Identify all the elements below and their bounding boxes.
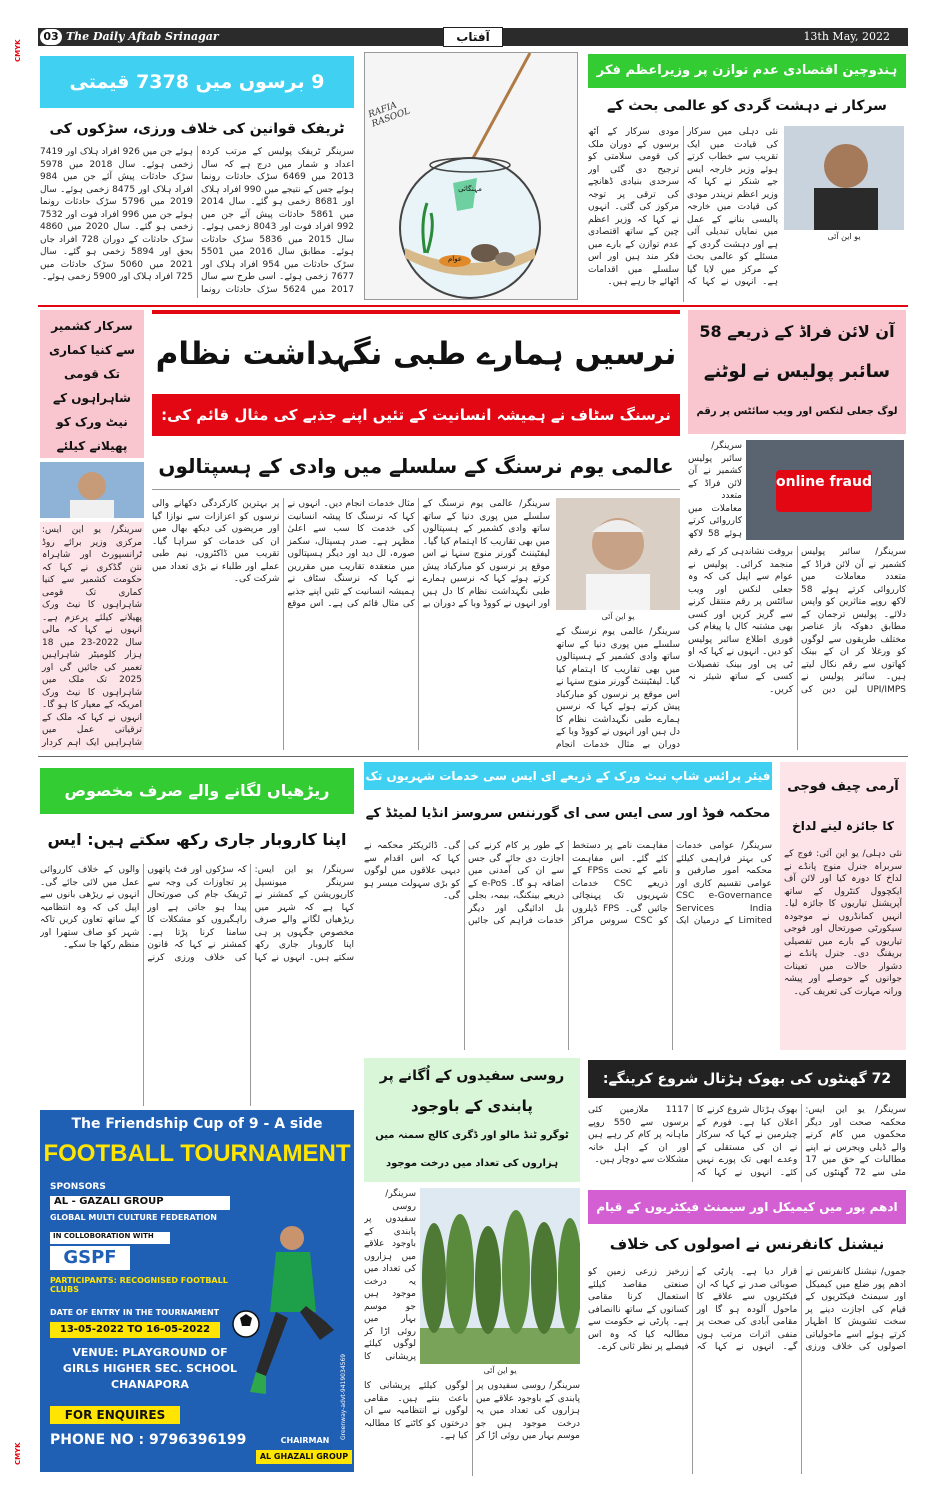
jaishankar-headline: سرکار نے دہشت گردی کو عالمی بحث کے [607, 98, 887, 114]
nursing-photo [556, 498, 680, 610]
advert-venue-2: GIRLS HIGHER SEC. SCHOOL [62, 1362, 238, 1375]
issue-date: 13th May, 2022 [803, 30, 890, 43]
paper-name: The Daily Aftab Srinagar [66, 30, 219, 43]
jaishankar-photo-caption: یو این آئی [827, 232, 861, 241]
section-divider-2 [38, 756, 908, 757]
advert-entry-label: DATE OF ENTRY IN THE TOURNAMENT [50, 1308, 220, 1317]
cartoon-bag-label: مہنگائی [458, 185, 482, 193]
fps-body: سرینگر/ عوامی خدمات کی بہتر فراہمی کیلئے محکمہ امور صارفین و عوامی تقسیم کاری اور CSC e-Governance Services India Limited کے درمیان ایک مفاہمت نامے پر دستخط کئے گئے۔ اس مفاہمت نامے کے تحت FPSs کے ذریعے CSC خدمات شہریوں تک پہنچائی جائیں گی۔ FPS ڈیلروں کو CSC سروس مراکز کے طور پر کام کرنے کی اجازت دی جائے گی جس سے ان کی آمدنی میں اضافہ ہو گا۔ e-PoS کے ذریعے بینکنگ، بیمہ، بجلی بل ادائیگی اور دیگر خدمات فراہم کی جائیں گی۔ ڈائریکٹر محکمہ نے کہا کہ اس اقدام سے دیہی علاقوں میں لوگوں کو بڑی سہولت میسر ہو گی۔ [364, 841, 772, 926]
army-body: نئی دہلی/ یو این آئی: فوج کے سربراہ جنرل منوج پانڈے نے لداخ کا دورہ کیا اور لائن آف ایکچوول کنٹرول کے ساتھ آپریشنل تیاریوں کا جائزہ لیا۔ انہیں کمانڈروں نے موجودہ سیکورٹی صورتحال اور فوجی تیاریوں کے بارے میں تفصیلی بریفنگ دی۔ جنرل پانڈے نے دشوار حالات میں تعینات جوانوں کے حوصلے اور پیشہ ورانہ مہارت کی تعریف کی۔ [784, 849, 902, 997]
nursing-top-rule [152, 310, 680, 314]
nursing-body-left: سرینگر/ عالمی یوم نرسنگ کے سلسلے میں پوری دنیا کے ساتھ ساتھ وادی کشمیر کے ہسپتالوں میں بھی تقاریب کا اہتمام کیا گیا۔ لیفٹیننٹ گورنر منوج سنہا نے اس موقع پر نرسوں کو مبارکباد پیش کرتے ہوئے کہا کہ نرسیں ہمارے طبی نگہداشت نظام کا دل ہیں اور انہوں نے کووڈ وبا کے دوران بے مثال خدمات انجام دیں۔ انہوں نے کہا کہ نرسنگ کا پیشہ انسانیت کی خدمت کا سب سے اعلیٰ مظہر ہے۔ صدر ہسپتال، سکمز صورہ، لل دید اور دیگر ہسپتالوں میں منعقدہ تقاریب میں مقررین نے کہا کہ نرسنگ سٹاف نے ہمیشہ انسانیت کے تئیں اپنے جذبے کی مثال قائم کی ہے۔ اس موقع پر بہترین کارکردگی دکھانے والی نرسوں کو اعزازات سے نوازا گیا اور مریضوں کی دیکھ بھال میں ان کی خدمات کو سراہا گیا۔ تقریب میں ڈاکٹروں، نیم طبی عملے اور طلباء نے بڑی تعداد میں شرکت کی۔ [152, 499, 550, 609]
vendors-kicker: ریڑھیاں لگانے والے صرف مخصوص [40, 768, 354, 814]
advert-phone: PHONE NO : 9796396199 [50, 1432, 247, 1448]
poplar-kicker: روسی سفیدوں کے اُگانے پر [379, 1068, 565, 1084]
nc-headline: نیشنل کانفرنس نے اصولوں کی خلاف [609, 1235, 885, 1253]
poplar-subhead: ٹوگرو ٹنڈ مالو اور ڈگری کالج سمنہ میں [375, 1130, 569, 1141]
traffic-body: سرینگر ٹریفک پولیس کے مرتب کردہ اعداد و شمار میں درج ہے کہ سال 2013 میں 6469 سڑک حادثات رونما ہوئے جس کے نتیجے میں 990 افراد ہلاک اور 8681 زخمی ہو گئے۔ سال 2014 میں 5861 حادثات پیش آئے جن میں 992 افراد فوت اور 8043 زخمی ہوئے۔ سال 2015 میں 5836 سڑک حادثات ہوئے۔ مطابق سال 2016 میں 5501 سڑک حادثات میں 954 افراد ہلاک اور 7677 زخمی ہوئے۔ اسی طرح سے سال 2017 میں 5624 سڑک حادثات رونما ہوئے جن میں 926 افراد ہلاک اور 7419 زخمی ہوئے۔ سال 2018 میں 5978 سڑک حادثات پیش آئے جن میں 984 افراد ہلاک اور 8475 زخمی ہوئے۔ سال 2019 میں 5796 سڑک حادثات رونما ہوئے جن میں 996 افراد فوت اور 7532 زخمی ہو گئے۔ سال 2020 میں 4860 سڑک حادثات کے دوران 728 افراد جاں بحق اور 5894 زخمی ہو گئے۔ سال 2021 میں 5060 سڑک حادثات میں 725 افراد ہلاک اور 5900 زخمی ہوئے۔ [40, 147, 354, 295]
fraud-kicker: آن لائن فراڈ کے ذریعے 58 [699, 322, 895, 341]
cmyk-mark-top: CMYK [14, 39, 22, 62]
advert-side-text: Greenway-advt-9419034569 [340, 1353, 347, 1440]
fraud-body-side: سرینگر/ سائبر پولیس کشمیر نے آن لائن فراڈ کے متعدد معاملات میں کارروائی کرتے ہوئے 58 لاکھ [688, 441, 742, 539]
gadkari-photo [40, 462, 144, 518]
cartoon-fish-label: عوام [447, 255, 463, 263]
advert-sponsors-label: SPONSORS [50, 1182, 106, 1192]
jaishankar-body: نئی دہلی میں سرکار کی قیادت میں ایک تقریب سے خطاب کرتے ہوئے وزیر خارجہ ایس جے شنکر نے کہا کہ وزیر اعظم نریندر مودی کی قیادت میں خارجہ پالیسی بنانے کے عمل میں نمایاں تبدیلی آئی ہے اور دہشت گردی کے مسئلے کو عالمی بحث کے مرکز میں لایا گیا ہے۔ انہوں نے کہا کہ مودی سرکار کے آٹھ برسوں کے دوران ملک کی قومی سلامتی کو ترجیح دی گئی اور سرحدی بنیادی ڈھانچے کی ترقی پر توجہ مرکوز کی گئی۔ انہوں نے کہا کہ وزیر اعظم چین کے ساتھ اقتصادی عدم توازن کے بارے میں فکر مند ہیں اور اس سلسلے میں اقدامات اٹھائے جا رہے ہیں۔ [588, 127, 778, 287]
poplar-headline: پابندی کے باوجود [411, 1097, 533, 1115]
fraud-subhead: لوگ جعلی لنکس اور ویب سائٹس پر رقم [696, 406, 898, 417]
advert-sponsor-1: AL - GAZALI GROUP [50, 1196, 230, 1210]
fraud-headline: سائبر پولیس نے لوٹنے [703, 361, 891, 382]
advert-title: The Friendship Cup of 9 - A side [71, 1116, 323, 1132]
manoj-sinha-portrait [556, 498, 680, 610]
nc-kicker: ادھم پور میں کیمیکل اور سیمنٹ فیکٹریوں کے قیام [588, 1190, 906, 1224]
gadkari-kicker: سرکار کشمیر سے کنیا کماری تک قومی شاہراہوں کے نیٹ ورک کو پھیلانے کیلئے [49, 319, 135, 453]
gadkari-body: سرینگر/ یو این ایس: مرکزی وزیر برائے روڈ ٹرانسپورٹ اور شاہراہ نتن گڈکری نے کہا کہ حکومت کشمیر سے کنیا کماری تک قومی شاہراہوں کا نیٹ ورک پھیلانے کیلئے پرعزم ہے۔ انہوں نے کہا کہ مالی سال 2022-23 میں 18 ہزار کلومیٹر شاہراہیں تعمیر کی جائیں گی اور 2025 تک ملک میں شاہراہوں کا نیٹ ورک امریکہ کے معیار کا ہو گا۔ انہوں نے کہا کہ ملک کے ترقیاتی عمل میں شاہراہیں ایک اہم کردار [40, 522, 144, 750]
masthead-logo: آفتاب [443, 27, 503, 47]
jaishankar-portrait [784, 126, 904, 230]
football-player-icon [230, 1222, 340, 1412]
cartoon-panel [364, 52, 578, 300]
poplar-photo-caption: یو این آئی [483, 1366, 517, 1375]
gadkari-portrait [40, 462, 144, 518]
army-kicker: آرمی چیف فوجی [787, 779, 899, 794]
advert-main: FOOTBALL TOURNAMENT [43, 1140, 351, 1167]
army-headline: کا جائزہ لینے لداخ [792, 819, 894, 833]
jaishankar-kicker: ہندوچین اقتصادی عدم توازن پر وزیراعظم فکر [588, 54, 906, 88]
advert-venue-3: CHANAPORA [111, 1378, 189, 1391]
fraud-body: سرینگر/ سائبر پولیس کشمیر نے آن لائن فراڈ کے متعدد معاملات میں کارروائی کرتے ہوئے 58 لاکھ روپے متاثرین کو واپس دلائے۔ پولیس ترجمان کے مطابق دھوکہ باز عناصر مختلف طریقوں سے لوگوں کو ورغلا کر ان کے بینک کھاتوں سے رقم نکال لیتے ہیں۔ سائبر پولیس نے UPI/IMPS لین دین کی بروقت نشاندہی کر کے رقم منجمد کرائی۔ پولیس نے عوام سے اپیل کی کہ وہ جعلی لنکس اور ویب سائٹس پر رقم منتقل کرنے سے گریز کریں اور کسی بھی مشتبہ کال یا پیغام کی فوری اطلاع سائبر پولیس کو دیں۔ انہوں نے کہا کہ او ٹی پی اور بینک تفصیلات کسی کے ساتھ شیئر نہ کریں۔ [688, 547, 906, 695]
football-advert [40, 1110, 354, 1472]
advert-collab-name: GSPF [50, 1246, 130, 1270]
poplar-trees-image [420, 1188, 580, 1364]
cartoon-drawing [365, 53, 577, 299]
poplar-body-side: سرینگر/ روسی سفیدوں پر پابندی کے باوجود علاقے میں ہزاروں کی تعداد میں یہ درخت موجود ہیں جو موسم بہار میں روئی اڑا کر لوگوں کیلئے پریشانی کا [364, 1189, 416, 1362]
nursing-body-right: سرینگر/ عالمی یوم نرسنگ کے سلسلے میں پوری دنیا کے ساتھ ساتھ وادی کشمیر کے ہسپتالوں میں بھی تقاریب کا اہتمام کیا گیا۔ لیفٹیننٹ گورنر منوج سنہا نے اس موقع پر نرسوں کو مبارکباد پیش کرتے ہوئے کہا کہ نرسیں ہمارے طبی نگہداشت نظام کا دل ہیں اور انہوں نے کووڈ وبا کے دوران بے مثال خدمات انجام [556, 627, 680, 750]
advert-chairman-name: AL GHAZALI GROUP [256, 1450, 352, 1464]
jaishankar-photo [784, 126, 904, 230]
poplar-body: سرینگر/ روسی سفیدوں پر پابندی کے باوجود علاقے میں ہزاروں کی تعداد میں یہ درخت موجود ہیں جو موسم بہار میں روئی اڑا کر لوگوں کیلئے پریشانی کا باعث بنتے ہیں۔ مقامی لوگوں نے انتظامیہ سے ان درختوں کو کاٹنے کا مطالبہ کیا ہے۔ [364, 1381, 580, 1441]
section-divider [38, 305, 908, 307]
advert-entry-dates: 13-05-2022 TO 16-05-2022 [50, 1322, 220, 1338]
nursing-subhead: نرسنگ سٹاف نے ہمیشہ انسانیت کے تئیں اپنے جذبے کی مثال قائم کی: [152, 394, 680, 436]
advert-sponsor-2: GLOBAL MULTI CULTURE FEDERATION [50, 1213, 217, 1222]
poplar-photo [420, 1188, 580, 1364]
hunger-body: سرینگر/ یو این ایس: محکمہ صحت اور دیگر محکموں میں کام کرنے والے ڈیلی ویجرس نے اپنے مطالبات کے حق میں 17 مئی سے 72 گھنٹوں کی بھوک ہڑتال شروع کرنے کا اعلان کیا ہے۔ فورم کے چیئرمین نے کہا کہ سرکار نے ان کی مستقلی کے وعدے ابھی تک پورے نہیں کئے۔ انہوں نے کہا کہ 1117 ملازمین کئی برسوں سے 550 روپے ماہانہ پر کام کر رہے ہیں اور ان کے اہل خانہ مشکلات سے دوچار ہیں۔ [588, 1105, 906, 1178]
nc-body: جموں/ نیشنل کانفرنس نے ادھم پور ضلع میں کیمیکل اور سیمنٹ فیکٹریوں کے قیام کی اجازت دینے پر سخت تشویش کا اظہار کرتے ہوئے اسے ماحولیاتی اصولوں کی خلاف ورزی قرار دیا ہے۔ پارٹی کے صوبائی صدر نے کہا کہ ان فیکٹریوں سے علاقے کا ماحول آلودہ ہو گا اور مقامی آبادی کی صحت پر منفی اثرات مرتب ہوں گے۔ انہوں نے کہا کہ زرخیز زرعی زمین کو صنعتی مقاصد کیلئے استعمال کرنا مقامی کسانوں کے ساتھ ناانصافی ہے۔ پارٹی نے حکومت سے مطالبہ کیا کہ وہ اس فیصلے پر نظر ثانی کرے۔ [588, 1267, 906, 1352]
traffic-kicker: 9 برسوں میں 7378 قیمتی [40, 56, 354, 108]
advert-venue-1: VENUE: PLAYGROUND OF [72, 1346, 228, 1359]
hunger-kicker: 72 گھنٹوں کی بھوک ہڑتال شروع کرینگے: [588, 1060, 906, 1098]
cartoonist-signature: RAFIA RASOOL [367, 100, 412, 130]
vendors-body: سرینگر/ یو این ایس: سرینگر میونسپل کارپوریشن کے کمشنر نے کہا ہے کہ شہر میں ریڑھیاں لگانے والے صرف مخصوص جگہوں پر ہی اپنا کاروبار جاری رکھ سکتے ہیں۔ انہوں نے کہا کہ سڑکوں اور فٹ پاتھوں پر تجاوزات کی وجہ سے ٹریفک جام کی صورتحال پیدا ہو جاتی ہے اور راہگیروں کو مشکلات کا سامنا کرنا پڑتا ہے۔ کمشنر نے کہا کہ قانون کی خلاف ورزی کرنے والوں کے خلاف کارروائی عمل میں لائی جائے گی۔ انہوں نے ریڑھی بانوں سے اپیل کی کہ وہ انتظامیہ کے ساتھ تعاون کریں تاکہ شہر کو صاف ستھرا اور منظم رکھا جا سکے۔ [40, 865, 354, 963]
vendors-headline: اپنا کاروبار جاری رکھ سکتے ہیں: ایس [47, 830, 347, 849]
fraud-key: online fraud [776, 470, 872, 512]
advert-enquiries: FOR ENQUIRES [50, 1406, 180, 1424]
cmyk-mark-bottom: CMYK [14, 1442, 22, 1465]
advert-participants: PARTICIPANTS: RECOGNISED FOOTBALL CLUBS [50, 1276, 228, 1294]
traffic-headline: ٹریفک قوانین کی خلاف ورزی، سڑکوں کی [49, 121, 345, 137]
advert-collab-label: IN COLLOBORATION WITH [50, 1232, 170, 1244]
page-number: 03 [40, 29, 62, 45]
advert-chairman-label: CHAIRMAN [280, 1436, 330, 1445]
fraud-image [746, 440, 904, 540]
fps-headline: محکمہ فوڈ اور سی ایس سی ای گورننس سروسز انڈیا لمیٹڈ کے [365, 806, 771, 821]
poplar-subhead2: ہزاروں کی تعداد میں درخت موجود [385, 1158, 559, 1169]
nursing-secondary-head: عالمی یوم نرسنگ کے سلسلے میں وادی کے ہسپتالوں [152, 442, 680, 490]
nursing-headline: نرسیں ہمارے طبی نگہداشت نظام [155, 336, 677, 372]
fps-kicker: فیئر پرائس شاپ نیٹ ورک کے ذریعے ای ایس سی خدمات شہریوں تک [364, 762, 772, 790]
nursing-photo-caption: یو این آئی [601, 612, 635, 621]
